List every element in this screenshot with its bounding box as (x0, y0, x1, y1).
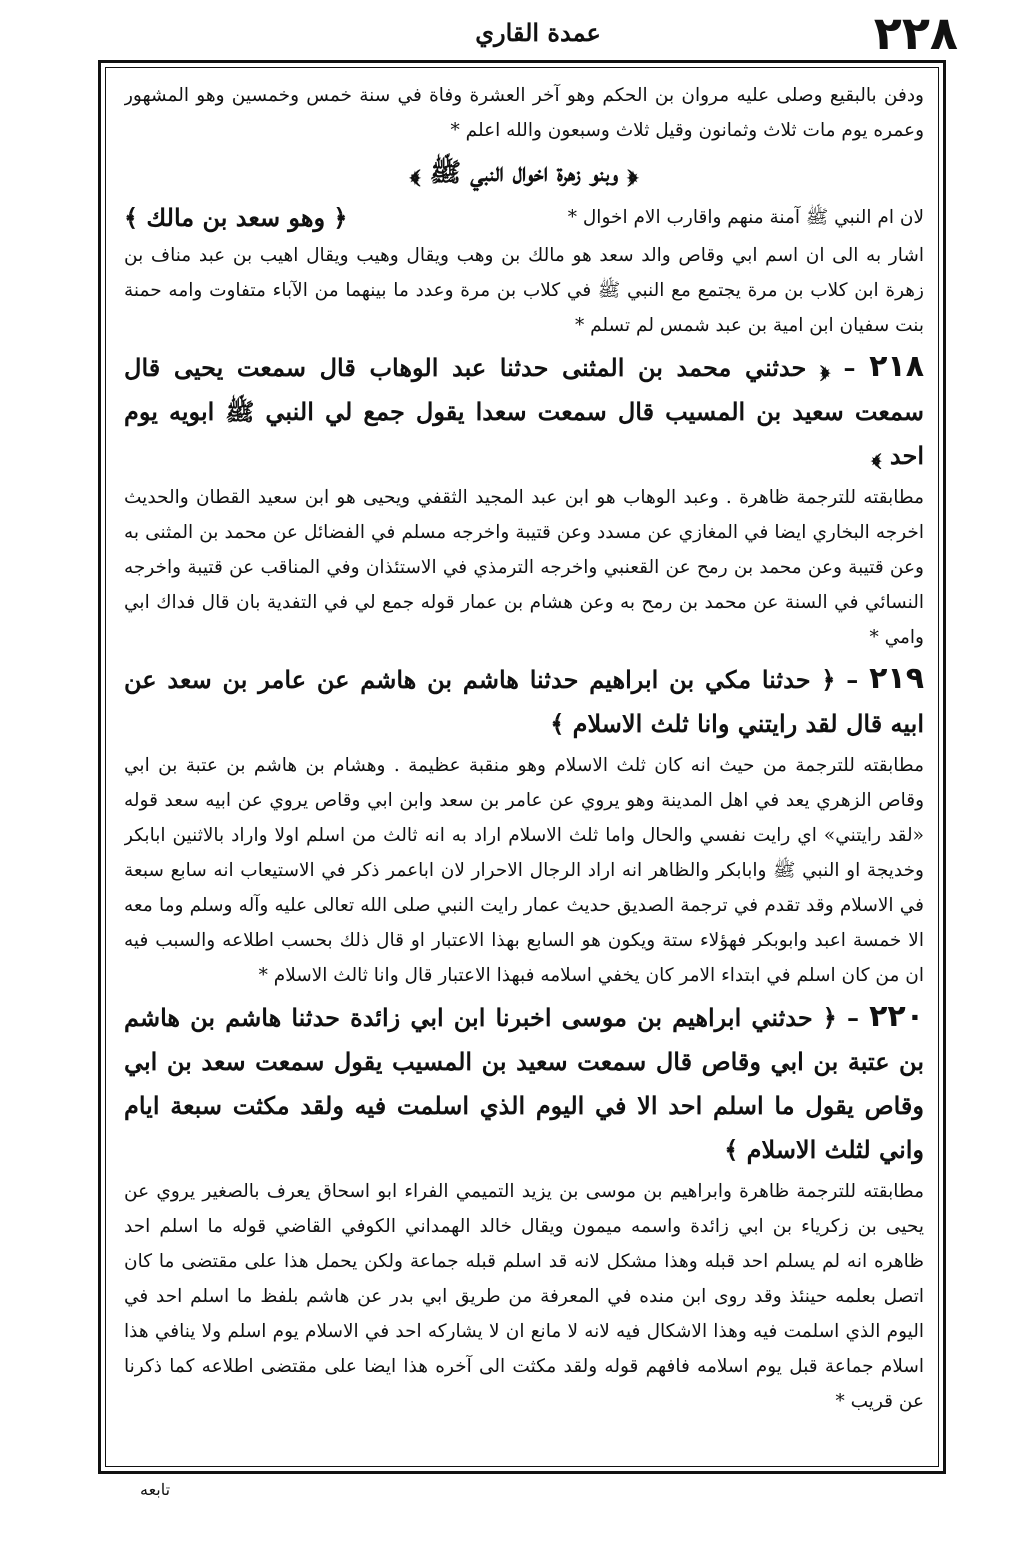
catchword: تابعه (140, 1480, 171, 1499)
hadith-number: ٢١٨ (869, 349, 924, 384)
page-frame (98, 60, 946, 1474)
hadith-220 (124, 995, 924, 1172)
subheading-left: ﴿ وهو سعد بن مالك ﴾ (124, 203, 348, 232)
hadith-number: ٢١٩ (869, 661, 924, 696)
note-right: لان ام النبي ﷺ آمنة منهم واقارب الام اخوال * (567, 207, 924, 228)
paragraph-5: مطابقته للترجمة ظاهرة وابراهيم بن موسى بن يزيد التميمي الفراء ابو اسحاق يعرف بالصغير يروي عن يحيى بن زكرياء بن ابي زائدة واسمه ميمون ويقال خالد الهمداني الكوفي القاضي قوله ما اسلم احد ظاهره انه لم يسلم احد قبله وهذا مشكل لانه قد اسلم قبله جماعة ولكن يحمل هذا على مقتضى ما كان اتصل بعلمه حينئذ وقد روى ابن منده في المعرفة من طريق ابي بدر عن هاشم بلفظ ما اسلم احد في اليوم الذي اسلمت فيه وهذا الاشكال فيه لانه لا مانع ان لا يشاركه احد في الاسلام يوم اسلم ولا ينافي هذا اسلام جماعة قبل يوم اسلامه فافهم قوله ولقد مكثت الى آخره هذا ايضا على مقتضى اطلاعه كما ذكرنا عن قريب * (124, 1181, 924, 1412)
hadith-218 (124, 345, 924, 478)
paragraph-3: مطابقته للترجمة ظاهرة . وعبد الوهاب هو ابن عبد المجيد الثقفي ويحيى هو ابن سعيد القطان والحديث اخرجه البخاري ايضا في المغازي عن مسدد وعن قتيبة واخرجه مسلم في الفضائل عن محمد بن المثنى به وعن قتيبة وعن محمد بن رمح عن القعنبي واخرجه الترمذي في الاستئذان وفي المناقب عن قتيبة واخرجه النسائي في السنة عن محمد بن رمح به وعن هشام بن عمار قوله جمع لي في التفدية بان قال فداك ابي وامي * (124, 487, 924, 648)
paragraph-2: اشار به الى ان اسم ابي وقاص والد سعد هو مالك بن وهب ويقال وهيب ويقال اهيب بن عبد مناف بن زهرة ابن كلاب بن مرة يجتمع مع النبي ﷺ في كلاب بن مرة وعدد ما بينهما من الآباء متفاوت وامه حمنة بنت سفيان ابن امية بن عبد شمس لم تسلم * (124, 245, 924, 336)
page-frame-inner (105, 67, 939, 1467)
hadith-219 (124, 657, 924, 746)
hadith-text: – ﴿ حدثنا مكي بن ابراهيم حدثنا هاشم بن هاشم عن عامر بن سعد عن ابيه قال لقد رايتني وانا ثلث الاسلام ﴾ (124, 665, 924, 738)
hadith-number: ٢٢٠ (869, 999, 924, 1034)
chapter-heading: ﴿ وبنو زهرة اخوال النبي ﷺ ﴾ (410, 158, 638, 188)
hadith-text: – ﴿ حدثني ابراهيم بن موسى اخبرنا ابن ابي زائدة حدثنا هاشم بن هاشم بن عتبة بن ابي وقاص قال سمعت سعيد بن المسيب يقول سمعت سعد بن ابي وقاص يقول ما اسلم احد الا في اليوم الذي اسلمت فيه ولقد مكثت سبعة ايام واني لثلث الاسلام ﴾ (124, 1003, 924, 1164)
paragraph-1: ودفن بالبقيع وصلى عليه مروان بن الحكم وهو آخر العشرة وفاة في سنة خمس وخمسين وهو المشهور وعمره يوم مات ثلاث وثمانون وقيل ثلاث وسبعون والله اعلم * (124, 85, 924, 141)
page-content (124, 78, 924, 1456)
page-header (98, 8, 958, 60)
hadith-text: – ﴿ حدثني محمد بن المثنى حدثنا عبد الوهاب قال سمعت يحيى قال سمعت سعيد بن المسيب قال سمعت سعدا يقول جمع لي النبي ﷺ ابويه يوم احد ﴾ (124, 353, 924, 470)
running-title: عمدة القاري (475, 18, 601, 47)
heading-row (124, 198, 924, 238)
paragraph-4: مطابقته للترجمة من حيث انه كان ثلث الاسلام وهو منقبة عظيمة . وهشام بن هاشم بن عتبة بن ابي وقاص الزهري يعد في اهل المدينة وهو يروي عن عامر بن سعد وابن ابي وقاص يروي عن ابيه سعد قوله «لقد رايتني» اي رايت نفسي والحال واما ثلث الاسلام اراد به انه ثالث من اسلم اولا واراد بالاثنين ابابكر وخديجة او النبي ﷺ وابابكر والظاهر انه اراد الرجال الاحرار لان اباعمر ذكر في الاستيعاب انه سابع سبعة في الاسلام وقد تقدم في ترجمة الصديق حديث عمار رايت النبي صلى الله تعالى عليه وآله وسلم وما معه الا خمسة اعبد وابوبكر فهؤلاء ستة ويكون هو السابع بهذا الاعتبار او قال ذلك بحسب اطلاعه والسبب فيه ان من كان اسلم في ابتداء الامر كان يخفي اسلامه فبهذا الاعتبار قال وانا ثالث الاسلام * (124, 755, 924, 986)
page-number: ٢٢٨ (873, 6, 958, 60)
